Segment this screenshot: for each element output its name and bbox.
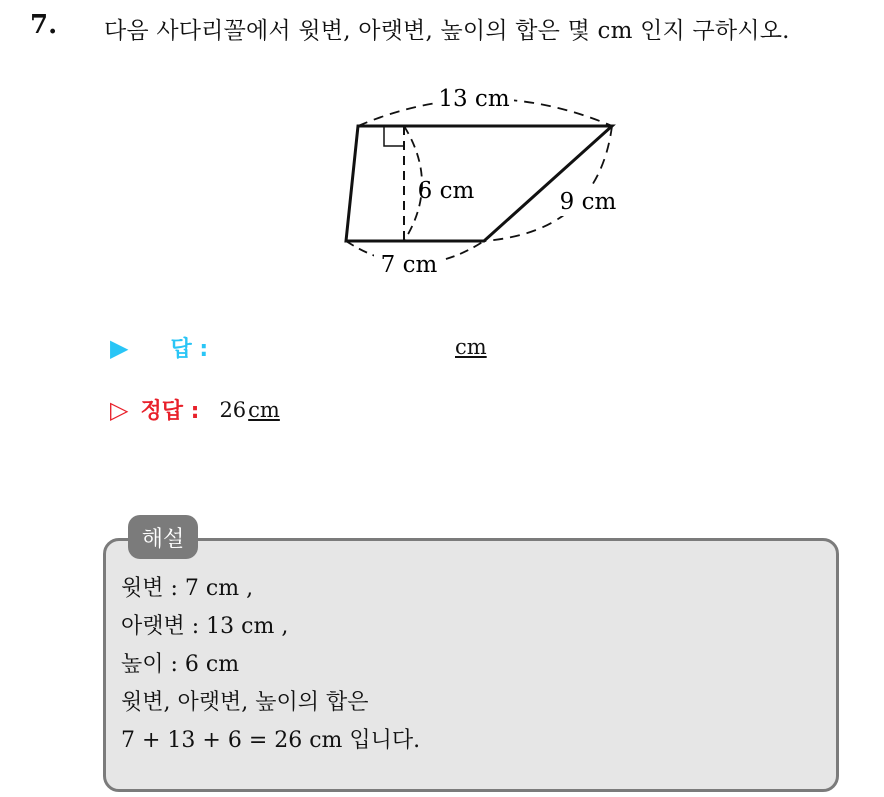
trapezoid-figure <box>0 0 884 300</box>
label-height: 6 cm <box>417 178 475 204</box>
label-side: 9 cm <box>559 189 617 215</box>
correct-label: 정답 : <box>140 399 200 424</box>
solution-line: 높이 : 6 cm <box>121 652 240 677</box>
answer-arrow-icon: ▶ <box>110 333 129 362</box>
correct-unit: cm <box>248 397 280 422</box>
right-angle-mark <box>384 126 404 146</box>
answer-row <box>110 332 208 363</box>
correct-arrow-icon: ▷ <box>110 395 129 424</box>
solution-line: 윗변 : 7 cm , <box>121 576 254 601</box>
trapezoid-shape <box>346 126 612 241</box>
question-text: 다음 사다리꼴에서 윗변, 아랫변, 높이의 합은 몇 cm 인지 구하시오. <box>104 18 790 44</box>
answer-label: 답 : <box>170 337 209 362</box>
correct-answer-row <box>110 394 280 425</box>
label-bottom: 7 cm <box>380 252 438 278</box>
correct-value: 26 <box>219 397 247 422</box>
label-top: 13 cm <box>438 86 510 112</box>
question-number: 7. <box>30 10 58 40</box>
solution-line: 7 + 13 + 6 = 26 cm 입니다. <box>121 728 421 753</box>
answer-unit: cm <box>455 335 487 359</box>
solution-line: 아랫변 : 13 cm , <box>121 614 289 639</box>
solution-tag: 해설 <box>128 515 198 559</box>
solution-line: 윗변, 아랫변, 높이의 합은 <box>121 690 369 715</box>
solution-lines <box>121 570 420 760</box>
